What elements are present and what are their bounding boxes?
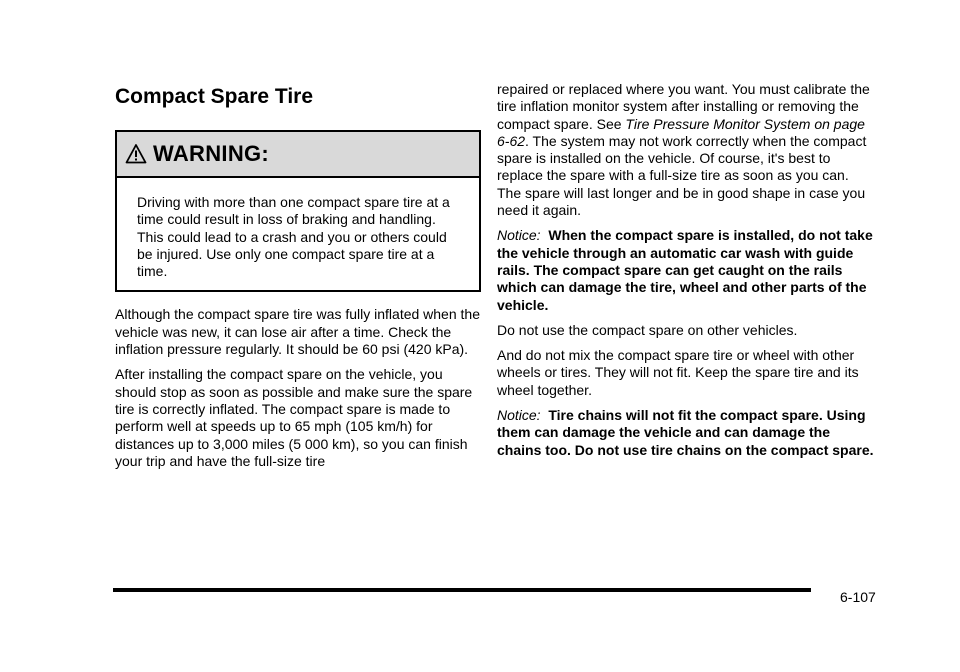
page-number: 6-107 [840, 589, 876, 605]
notice-label: Notice: [497, 227, 541, 244]
warning-triangle-icon [125, 143, 147, 165]
footer-rule [113, 588, 811, 592]
warning-box [115, 130, 481, 292]
notice-label: Notice: [497, 407, 541, 424]
paragraph-repaired-text: repaired or replaced where you want. You must calibrate the tire inflation monitor system after installing or removing the compact spare. See [497, 81, 870, 132]
notice-text: When the compact spare is installed, do not take the vehicle through an automatic car wash with guide rails. The compact spare can get caught on the rails which can damage the tire, wheel and other parts of the vehicle. [497, 227, 873, 313]
paragraph-do-not-mix: And do not mix the compact spare tire or wheel with other wheels or tires. They will not fit. Keep the spare tire and its wheel together. [497, 347, 859, 398]
paragraph-other-vehicles: Do not use the compact spare on other vehicles. [497, 321, 798, 338]
section-title: Compact Spare Tire [115, 85, 314, 108]
warning-text: Driving with more than one compact spare tire at a time could result in loss of braking and handling. This could lead to a crash and you or others could be injured. Use only one compact spare tire at a time. [137, 194, 450, 280]
notice-car-wash [497, 227, 875, 313]
warning-header [117, 132, 479, 178]
notice-tire-chains [497, 407, 875, 459]
warning-label: WARNING: [153, 141, 270, 166]
cross-reference-link[interactable]: Tire Pressure Monitor System on page 6-62 [497, 115, 865, 149]
notice-text: Tire chains will not fit the compact spare. Using them can damage the vehicle and can damage the chains too. Do not use tire chains on the compact spare. [497, 407, 874, 458]
left-column [115, 84, 481, 470]
paragraph-repaired-text-end: . The system may not work correctly when the compact spare is installed on the vehicle. Of course, it's best to replace the spare with a full-size tire as soon as you can. The spare will last longer and be in good shape in case you need it again. [497, 132, 867, 219]
paragraph-repaired [497, 81, 875, 219]
right-column [497, 81, 875, 459]
paragraph-installing: After installing the compact spare on the vehicle, you should stop as soon as possible and make sure the spare tire is correctly inflated. The compact spare is made to perform well at speeds up to 65 mph (105 km/h) for distances up to 3,000 miles (5 000 km), so you can finish your trip and have the full-size tire [115, 366, 473, 469]
paragraph-inflation: Although the compact spare tire was fully inflated when the vehicle was new, it can lose air after a time. Check the inflation pressure regularly. It should be 60 psi (420 kPa). [115, 306, 480, 358]
